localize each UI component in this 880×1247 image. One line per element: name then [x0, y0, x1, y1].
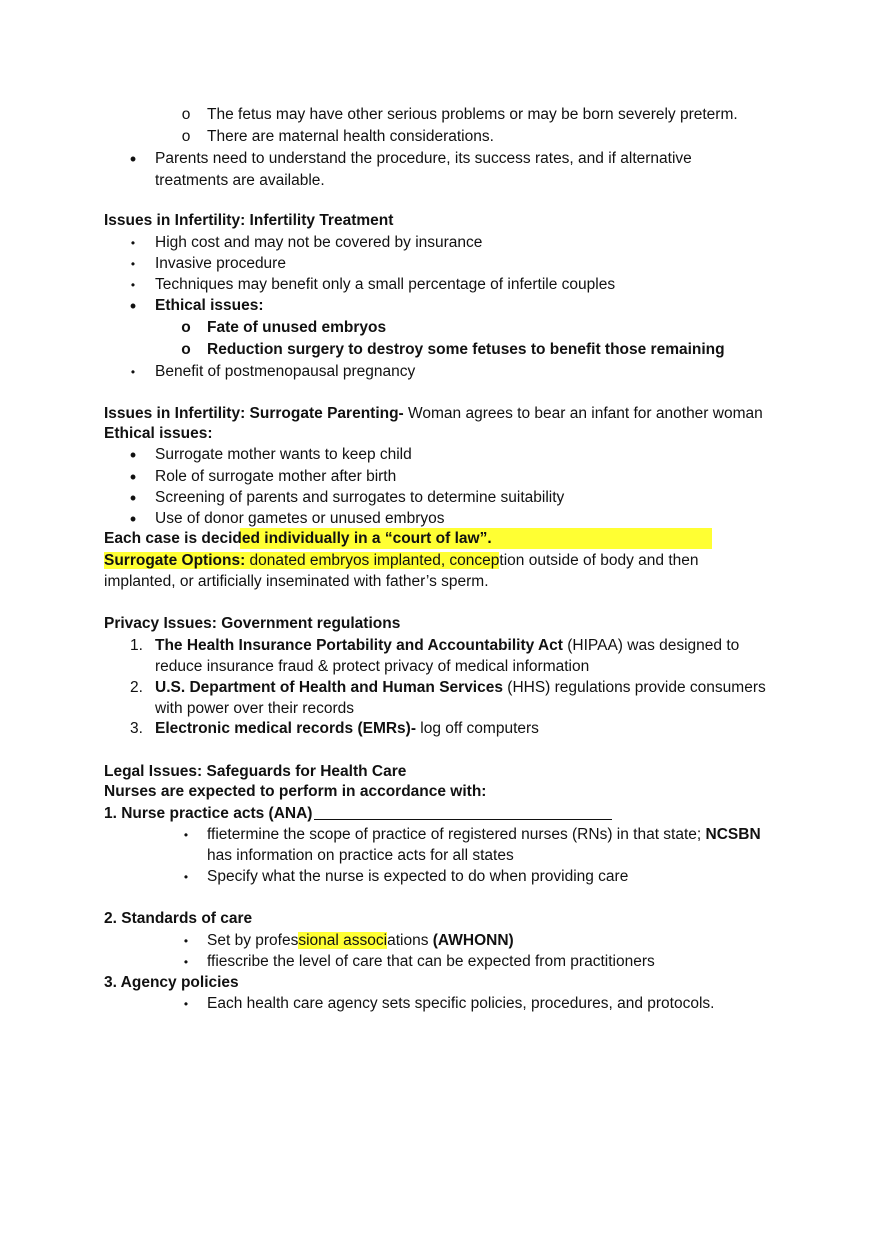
list-number: 3.	[130, 720, 143, 737]
subsection-heading: 2. Standards of care	[104, 910, 253, 927]
bullet-marker: •	[129, 149, 137, 169]
list-item-bold: U.S. Department of Health and Human Services	[155, 679, 503, 696]
list-item: Parents need to understand the procedure, its success rates, and if alternative	[155, 150, 692, 167]
list-item: The fetus may have other serious problems or may be born severely preterm.	[207, 106, 738, 123]
list-item: ffiescribe the level of care that can be expected from practitioners	[207, 953, 655, 970]
options-continuation: implanted, or artificially inseminated with father’s sperm.	[104, 573, 489, 590]
section-heading: Issues in Infertility: Infertility Treatment	[104, 212, 394, 229]
list-item: Invasive procedure	[155, 255, 286, 272]
bullet-marker: •	[129, 445, 137, 465]
section-heading: Privacy Issues: Government regulations	[104, 615, 401, 632]
section-heading: Legal Issues: Safeguards for Health Care	[104, 763, 407, 780]
sub-bullet-marker: o	[181, 341, 191, 358]
list-item: Each health care agency sets specific policies, procedures, and protocols.	[207, 995, 715, 1012]
list-number: 2.	[130, 679, 143, 696]
list-item: Fate of unused embryos	[207, 319, 387, 336]
bullet-marker: •	[129, 509, 137, 529]
list-item: Techniques may benefit only a small percentage of infertile couples	[155, 276, 616, 293]
subsection-heading: 1. Nurse practice acts (ANA)	[104, 805, 313, 822]
list-item	[207, 931, 514, 951]
list-item-bold: The Health Insurance Portability and Accountability Act	[155, 637, 563, 654]
list-item-continuation: reduce insurance fraud & protect privacy of medical information	[155, 658, 590, 675]
list-item-continuation: has information on practice acts for all states	[207, 847, 514, 864]
list-item: Use of donor gametes or unused embryos	[155, 510, 445, 527]
list-item-highlighted: sional associ	[298, 932, 388, 949]
list-item-text: ffietermine the scope of practice of registered nurses (RNs) in that state;	[207, 826, 706, 843]
list-item-text: (HIPAA) was designed to	[562, 637, 740, 654]
bullet-marker: •	[183, 828, 189, 842]
list-item	[207, 825, 761, 845]
case-statement	[104, 529, 492, 549]
bullet-marker: •	[183, 955, 189, 969]
list-item: Ethical issues:	[155, 297, 264, 314]
subheading: Nurses are expected to perform in accordance with:	[104, 783, 487, 800]
surrogate-options	[104, 551, 699, 571]
list-item: Role of surrogate mother after birth	[155, 468, 397, 485]
list-item: Reduction surgery to destroy some fetuses to benefit those remaining	[207, 341, 725, 358]
list-item	[155, 719, 539, 739]
bullet-marker: •	[183, 997, 189, 1011]
list-item-text: (HHS) regulations provide consumers	[502, 679, 766, 696]
section-heading-line	[104, 404, 763, 424]
list-item: Benefit of postmenopausal pregnancy	[155, 363, 416, 380]
list-item-text: log off computers	[416, 720, 539, 737]
bullet-marker: •	[129, 488, 137, 508]
bullet-marker: •	[130, 278, 136, 292]
bullet-marker: •	[129, 296, 137, 316]
list-item-text: Set by profes	[207, 932, 299, 949]
bullet-marker: •	[183, 934, 189, 948]
blank-underline	[314, 819, 612, 820]
options-label: Surrogate Options:	[104, 552, 246, 569]
bullet-marker: •	[183, 870, 189, 884]
list-item: Surrogate mother wants to keep child	[155, 446, 412, 463]
list-item: There are maternal health considerations.	[207, 128, 494, 145]
case-text: Each case is decide	[104, 530, 251, 547]
list-item-bold: (AWHONN)	[432, 932, 514, 949]
list-item-continuation: with power over their records	[155, 700, 354, 717]
sub-bullet-marker: o	[181, 128, 191, 145]
list-item: Specify what the nurse is expected to do when providing care	[207, 868, 629, 885]
list-item	[155, 678, 766, 698]
list-item-continuation: treatments are available.	[155, 172, 325, 189]
subsection-heading: 3. Agency policies	[104, 974, 239, 991]
section-heading: Issues in Infertility: Surrogate Parenting-	[104, 405, 404, 422]
list-item: Screening of parents and surrogates to determine suitability	[155, 489, 565, 506]
sub-bullet-marker: o	[181, 319, 191, 336]
heading-description: Woman agrees to bear an infant for another woman	[403, 405, 763, 422]
list-item: High cost and may not be covered by insurance	[155, 234, 483, 251]
subheading: Ethical issues:	[104, 425, 213, 442]
bullet-marker: •	[130, 257, 136, 271]
bullet-marker: •	[130, 236, 136, 250]
list-item-text: ations	[387, 932, 433, 949]
bullet-marker: •	[129, 467, 137, 487]
sub-bullet-marker: o	[181, 106, 191, 123]
list-item-bold: NCSBN	[705, 826, 761, 843]
list-item-bold: Electronic medical records (EMRs)-	[155, 720, 416, 737]
list-number: 1.	[130, 637, 143, 654]
options-text-highlighted: donated embryos implanted, concep	[245, 552, 500, 569]
list-item	[155, 636, 739, 656]
case-text-highlighted: d individually in a “court of law”.	[250, 530, 492, 547]
bullet-marker: •	[130, 365, 136, 379]
options-text: tion outside of body and then	[499, 552, 699, 569]
